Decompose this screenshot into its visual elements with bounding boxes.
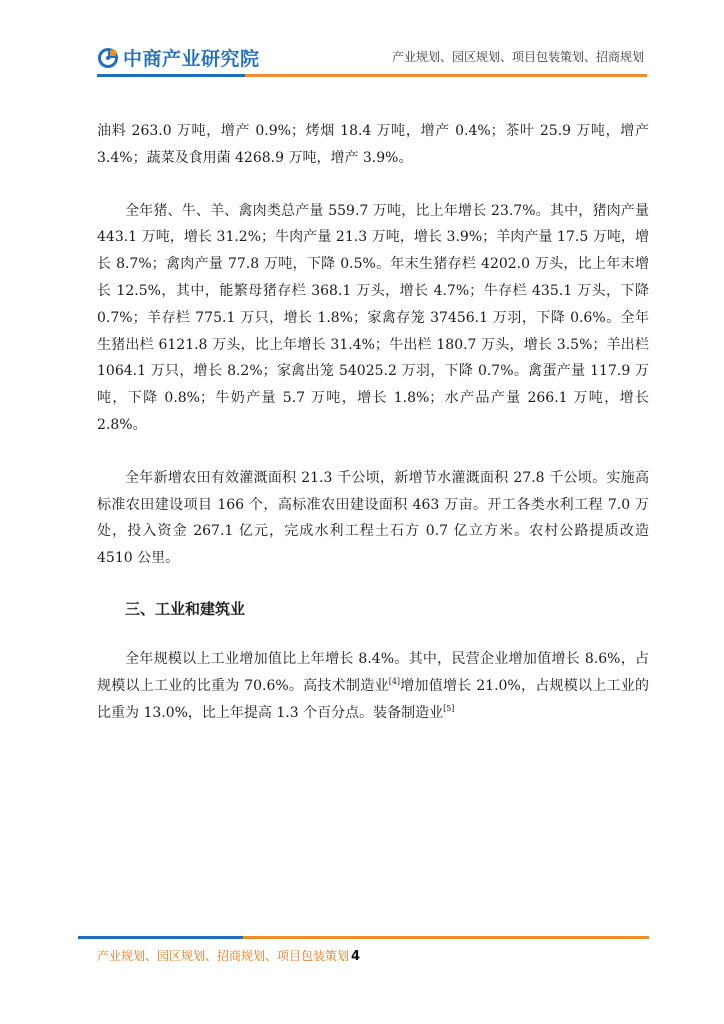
header-divider-blue bbox=[97, 74, 245, 77]
section-title: 三、工业和建筑业 bbox=[125, 599, 246, 618]
header-tagline: 产业规划、园区规划、项目包装策划、招商规划 bbox=[391, 50, 644, 64]
footer-text bbox=[97, 947, 360, 964]
paragraph-industry bbox=[97, 646, 649, 726]
paragraph-industry-part2: 增加值增长 21.0%，占规模以上工业的比重为 13.0%，比上年提高 1.3 个百分点。装备制造业 bbox=[97, 677, 649, 721]
footer-services: 产业规划、园区规划、招商规划、项目包装策划 bbox=[97, 949, 350, 963]
footer-divider-orange bbox=[243, 936, 649, 939]
paragraph-crops: 油料 263.0 万吨，增产 0.9%；烤烟 18.4 万吨，增产 0.4%；茶叶 25.9 万吨，增产 3.4%；蔬菜及食用菌 4268.9 万吨，增产 3.9%。 bbox=[97, 123, 649, 166]
logo-text: 中商产业研究院 bbox=[123, 48, 260, 70]
brand-logo bbox=[97, 44, 260, 71]
footnote-ref-4[interactable]: [4] bbox=[388, 676, 401, 686]
page-footer bbox=[0, 928, 724, 988]
paragraph-industry-part1: 全年规模以上工业增加值比上年增长 8.4%。其中，民营企业增加值增长 8.6%，占规模以上工业的比重为 70.6%。高技术制造业 bbox=[97, 650, 649, 694]
paragraph-livestock: 全年猪、牛、羊、禽肉类总产量 559.7 万吨，比上年增长 23.7%。其中，猪肉产量 443.1 万吨，增长 31.2%；牛肉产量 21.3 万吨，增长 3.9%；羊肉产量 17.5 万吨，增长 8.7%；禽肉产量 77.8 万吨，下降 0.5%。年末生猪存栏 4202.0 万头，比上年末增长 12.5%，其中，能繁母猪存栏 368.1 万头，增长 4.7%；牛存栏 435.1 万头，下降 0.7%；羊存栏 775.1 万只，增长 1.8%；家禽存笼 37456.1 万羽，下降 0.6%。全年生猪出栏 6121.8 万头，比上年增长 31.4%；牛出栏 180.7 万头，增长 3.5%；羊出栏 1064.1 万只，增长 8.2%；家禽出笼 54025.2 万羽，下降 0.7%。禽蛋产量 117.9 万吨，下降 0.8%；牛奶产量 5.7 万吨，增长 1.8%；水产品产量 266.1 万吨，增长 2.8%。 bbox=[97, 202, 649, 433]
document-body bbox=[97, 118, 649, 726]
header-divider-orange bbox=[245, 74, 647, 77]
footnote-ref-5[interactable]: [5] bbox=[443, 703, 455, 713]
logo-icon bbox=[97, 47, 119, 69]
paragraph-irrigation: 全年新增农田有效灌溉面积 21.3 千公顷，新增节水灌溉面积 27.8 千公顷。实施高标准农田建设项目 166 个，高标准农田建设面积 463 万亩。开工各类水利工程 7.0 万处，投入资金 267.1 亿元，完成水利工程土石方 0.7 亿立方米。农村公路提质改造 4510 公里。 bbox=[97, 469, 649, 567]
footer-divider-blue bbox=[78, 936, 243, 939]
page-header bbox=[0, 0, 724, 80]
page-number: 4 bbox=[351, 949, 361, 964]
